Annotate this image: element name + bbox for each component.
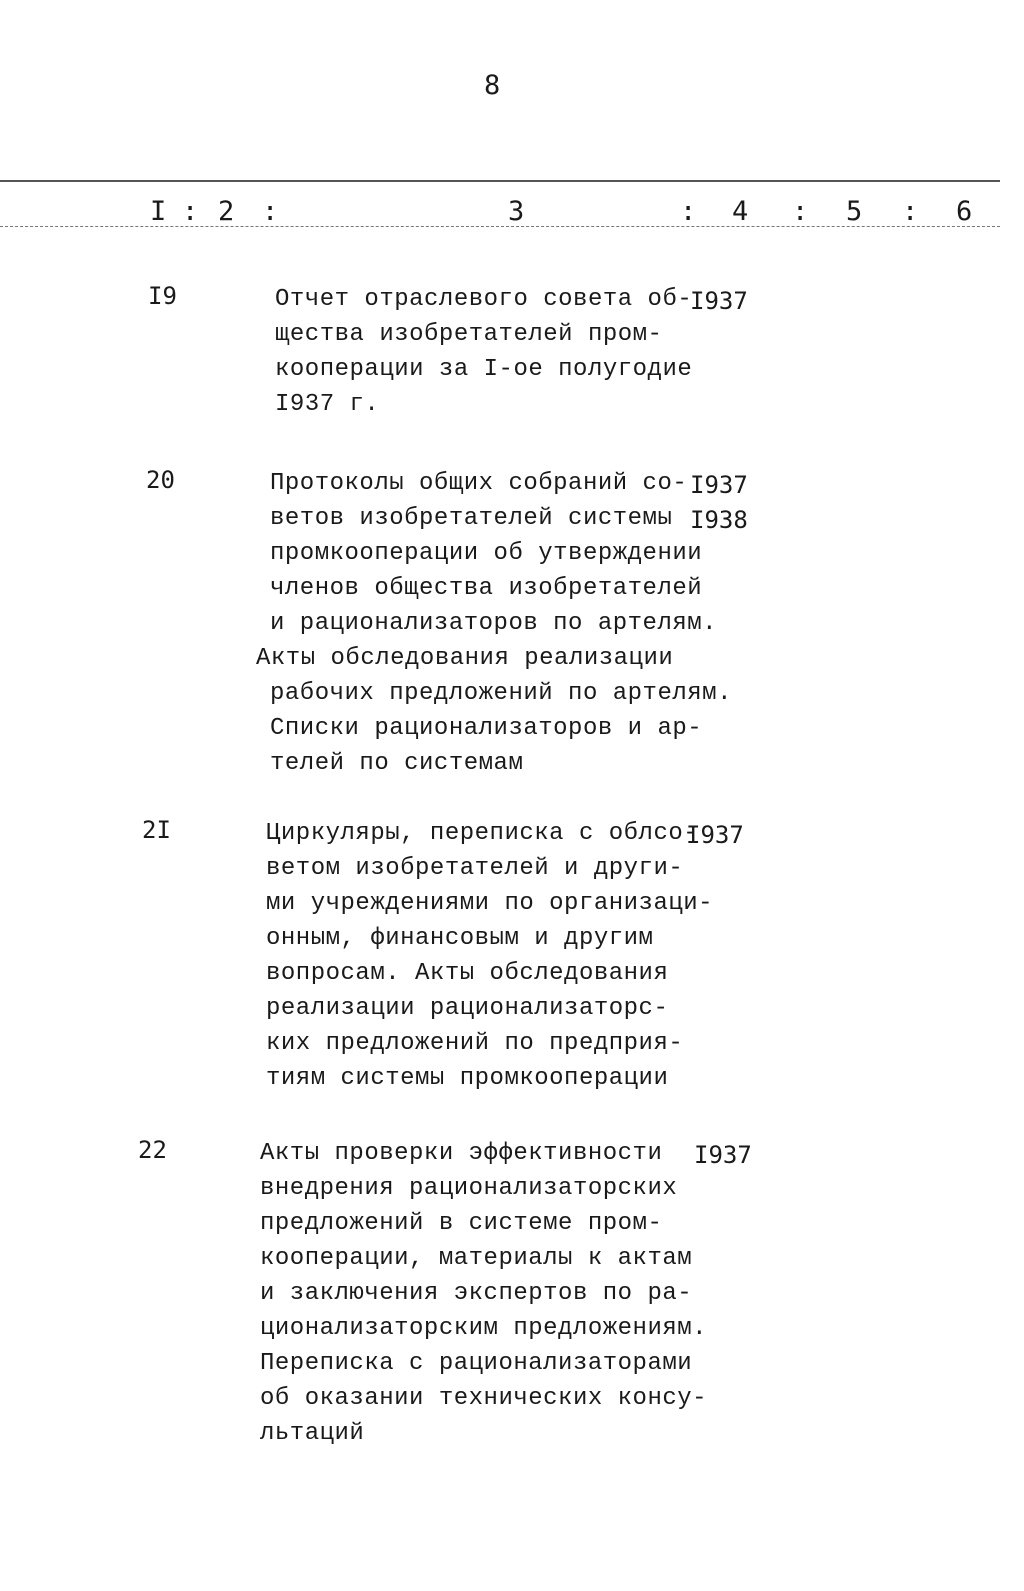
- column-header-2: 2: [218, 196, 235, 227]
- description-line: I937 г.: [275, 391, 380, 418]
- description-line: кооперации за I-ое полугодие: [275, 356, 693, 383]
- row-description: [266, 816, 714, 1096]
- description-line: об оказании технических консу-: [260, 1385, 708, 1412]
- column-header-3: 3: [508, 196, 525, 227]
- header-rule-bottom: [0, 226, 1000, 227]
- description-line: онным, финансовым и другим: [266, 925, 654, 952]
- description-line: ми учреждениями по организаци-: [266, 890, 714, 917]
- description-line: ветом изобретателей и други-: [266, 855, 684, 882]
- description-line: Переписка с рационализаторами: [260, 1350, 693, 1377]
- description-line: вопросам. Акты обследования: [266, 960, 669, 987]
- description-line: Акты проверки эффективности: [260, 1140, 663, 1167]
- date: I938: [690, 506, 748, 534]
- description-line: Акты обследования реализации: [256, 645, 674, 672]
- description-line: кооперации, материалы к актам: [260, 1245, 693, 1272]
- description-line: телей по системам: [270, 750, 524, 777]
- description-line: членов общества изобретателей: [270, 575, 703, 602]
- description-line: Циркуляры, переписка с облсо-: [266, 820, 699, 847]
- date: I937: [686, 821, 744, 849]
- description-line: ционализаторским предложениям.: [260, 1315, 708, 1342]
- description-line: щества изобретателей пром-: [275, 321, 663, 348]
- description-line: внедрения рационализаторских: [260, 1175, 678, 1202]
- description-line: льтаций: [260, 1420, 365, 1447]
- column-separator: :: [902, 196, 919, 227]
- description-line: рабочих предложений по артелям.: [270, 680, 732, 707]
- column-header-4: 4: [732, 196, 749, 227]
- description-line: тиям системы промкооперации: [266, 1065, 669, 1092]
- description-line: предложений в системе пром-: [260, 1210, 663, 1237]
- row-number: 22: [138, 1136, 167, 1164]
- row-number: I9: [148, 282, 177, 310]
- row-description: [260, 1136, 708, 1451]
- column-separator: :: [792, 196, 809, 227]
- row-dates: [694, 1138, 752, 1173]
- row-dates: [690, 468, 748, 538]
- row-number: 2I: [142, 816, 171, 844]
- description-line: Протоколы общих собраний со-: [270, 470, 688, 497]
- row-dates: [690, 284, 748, 319]
- description-line: и рационализаторов по артелям.: [270, 610, 718, 637]
- description-line: ких предложений по предприя-: [266, 1030, 684, 1057]
- column-header-1: I: [150, 196, 167, 227]
- description-line: и заключения экспертов по ра-: [260, 1280, 693, 1307]
- column-header-6: 6: [956, 196, 973, 227]
- header-rule-top: [0, 180, 1000, 182]
- row-dates: [686, 818, 744, 853]
- description-line: промкооперации об утверждении: [270, 540, 703, 567]
- row-description: [275, 282, 715, 422]
- column-header-5: 5: [846, 196, 863, 227]
- column-separator: :: [262, 196, 279, 227]
- date: I937: [690, 287, 748, 315]
- date: I937: [694, 1141, 752, 1169]
- description-line: ветов изобретателей системы: [270, 505, 673, 532]
- description-line: Списки рационализаторов и ар-: [270, 715, 703, 742]
- description-line: Отчет отраслевого совета об-: [275, 286, 693, 313]
- description-line: реализации рационализаторс-: [266, 995, 669, 1022]
- date: I937: [690, 471, 748, 499]
- page-number: 8: [484, 70, 501, 101]
- column-separator: :: [680, 196, 697, 227]
- column-separator: :: [182, 196, 199, 227]
- row-number: 20: [146, 466, 175, 494]
